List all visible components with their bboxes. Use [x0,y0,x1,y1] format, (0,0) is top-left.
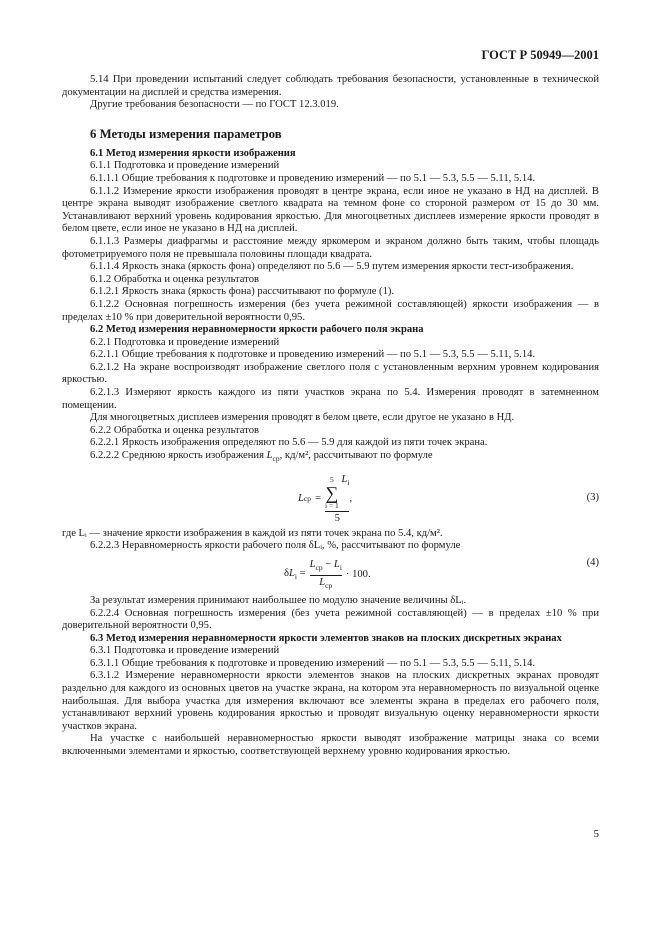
paragraph: 6.2.1.3 Измеряют яркость каждого из пяти участков экрана по 5.4. Измерения проводят в затемненном помещении. [62,387,599,411]
paragraph: 6.1.1.1 Общие требования к подготовке и проведению измерений — по 5.1 — 5.3, 5.5 — 5.11, 5.14. [90,172,536,184]
paragraph: 6.2.2.2 Среднюю яркость изображения $L_{ср}$, кд/м², рассчитывают по формуле [90,450,433,464]
paragraph: 6.2.1 Подготовка и проведение измерений [90,336,280,348]
paragraph: 6.3.1.2 Измерение неравномерности яркости элементов знаков на плоских дискретных экранах проводят раздельно для каждого из основных цветов на участке экрана, на котором эта неравномерность по визуальной оценке наибольшая. Для выбора участка для измерения включают все элементы экрана в пределах его рабочего поля, устанавливают верхний уровень кодирования яркостью и проводят визуальную оценку неравномерности яркости участков экрана. [62,670,599,732]
paragraph: 6.1.1 Подготовка и проведение измерений [90,160,280,172]
formula-3: L ср = 5 ∑ i = 1 $L_i$ 5 , (3) [298,473,599,524]
paragraph: 6.3.1 Подготовка и проведение измерений [90,645,280,657]
paragraph: 6.1.1.2 Измерение яркости изображения проводят в центре экрана, если иное не указано в НД на дисплей. В центре экрана выводят изображение светлого квадрата на темном фоне со стороной размером от 15 до 30 мм. Устанавливают верхний уровень кодирования яркостью. Для многоцветных дисплеев измерение яркости проводят в белом цвете, если иное не указано в НД на дисплей. [62,185,599,235]
paragraph: 6.3.1.1 Общие требования к подготовке и проведению измерений — по 5.1 — 5.3, 5.5 — 5.11, 5.14. [90,657,536,669]
subsection-6-3-title: 6.3 Метод измерения неравномерности яркости элементов знаков на плоских дискретных экранах [90,632,562,644]
section-6-title: 6 Методы измерения параметров [90,126,282,141]
paragraph: 6.2.1.2 На экране воспроизводят изображение светлого поля с установленным верхним уровнем кодирования яркостью. [62,361,599,386]
paragraph: 5.14 При проведении испытаний следует соблюдать требования безопасности, установленные в технической документации на дисплей и средства измерения. [62,74,599,98]
paragraph: Для многоцветных дисплеев измерения проводят в белом цвете, если другое не указано в НД. [90,412,515,424]
subsection-6-2-title: 6.2 Метод измерения неравномерности яркости рабочего поля экрана [90,324,424,336]
paragraph: 6.2.2.1 Яркость изображения определяют по 5.6 — 5.9 для каждой из пяти точек экрана. [90,437,488,449]
page-number: 5 [593,828,599,840]
paragraph: За результат измерения принимают наибольшее по модулю значение величины δLᵢ. [90,594,467,606]
paragraph: На участке с наибольшей неравномерностью яркости выводят изображение матрицы знака со всеми включенными элементами и яркостью, соответствующей верхнему уровню кодирования яркостью. [62,733,599,758]
subsection-6-1-title: 6.1 Метод измерения яркости изображения [90,147,296,159]
paragraph: 6.2.1.1 Общие требования к подготовке и проведению измерений — по 5.1 — 5.3, 5.5 — 5.11, 5.14. [90,349,536,361]
paragraph: 6.2.2 Обработка и оценка результатов [90,424,259,436]
paragraph: 6.2.2.4 Основная погрешность измерения (без учета режимной составляющей) — в пределах ±10 % при доверительной вероятности 0,95. [62,607,599,632]
paragraph: 6.1.1.3 Размеры диафрагмы и расстояние между яркомером и экраном должно быть таким, чтобы площадь фотометрируемого поля не превышала половины площади квадрата. [62,235,599,260]
paragraph: 6.1.2.1 Яркость знака (яркость фона) рассчитывают по формуле (1). [90,286,395,298]
standard-header: ГОСТ Р 50949—2001 [481,48,599,62]
paragraph: 6.2.2.3 Неравномерность яркости рабочего поля δLᵢ, %, рассчитывают по формуле [90,540,461,552]
formula-number: (4) [586,556,599,568]
paragraph: 6.1.1.4 Яркость знака (яркость фона) определяют по 5.6 — 5.9 путем измерения яркости тест-изображения. [90,261,574,273]
paragraph: 6.1.2.2 Основная погрешность измерения (без учета режимной составляющей) яркости изображения — в пределах ±10 % при доверительной вероятности 0,95. [62,298,599,323]
formula-number: (3) [586,491,599,503]
formula-4: $\delta L_i$ = $\frac{L_{ср} - L_i}{L_{ср}}$ · 100. (4) [284,556,599,591]
document-body [62,74,599,759]
paragraph: где Lᵢ — значение яркости изображения в каждой из пяти точек экрана по 5.4, кд/м². [62,527,443,539]
paragraph: 6.1.2 Обработка и оценка результатов [90,273,259,285]
paragraph: Другие требования безопасности — по ГОСТ 12.3.019. [90,99,339,111]
